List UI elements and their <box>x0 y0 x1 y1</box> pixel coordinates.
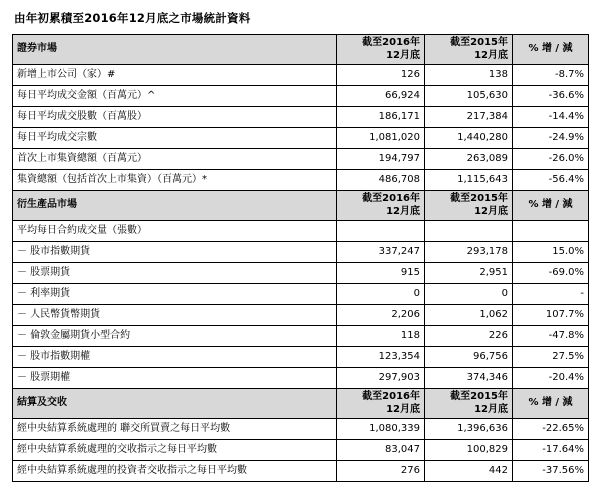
table-row <box>13 149 589 170</box>
column-header-current-period: 截至2016年 12月底 <box>337 191 425 221</box>
row-value-current: 194,797 <box>337 149 425 170</box>
row-value-change: -17.64% <box>513 440 589 461</box>
row-value-previous: 263,089 <box>425 149 513 170</box>
section-title: 結算及交收 <box>13 389 337 419</box>
row-value-change: -36.6% <box>513 86 589 107</box>
row-label: － 倫敦金屬期貨小型合約 <box>13 326 337 347</box>
table-row <box>13 419 589 440</box>
row-value-previous: 1,115,643 <box>425 170 513 191</box>
column-header-change: % 增 / 減 <box>513 389 589 419</box>
row-value-previous: 100,829 <box>425 440 513 461</box>
row-value-change: -26.0% <box>513 149 589 170</box>
row-label: 每日平均成交金額（百萬元）^ <box>13 86 337 107</box>
row-value-current: 126 <box>337 65 425 86</box>
row-value-current: 186,171 <box>337 107 425 128</box>
row-value-previous: 217,384 <box>425 107 513 128</box>
row-value-change: 107.7% <box>513 305 589 326</box>
row-value-current: 276 <box>337 461 425 482</box>
table-row <box>13 440 589 461</box>
row-value-change: -8.7% <box>513 65 589 86</box>
row-value-previous: 1,062 <box>425 305 513 326</box>
table-row <box>13 368 589 389</box>
row-value-change: -22.65% <box>513 419 589 440</box>
column-header-previous-period: 截至2015年 12月底 <box>425 191 513 221</box>
table-row <box>13 461 589 482</box>
column-header-current-period: 截至2016年 12月底 <box>337 35 425 65</box>
row-label: － 股市指數期貨 <box>13 242 337 263</box>
row-value-current: 118 <box>337 326 425 347</box>
table-row <box>13 305 589 326</box>
row-value-current: 915 <box>337 263 425 284</box>
row-label: 平均每日合約成交量（張數） <box>13 221 337 242</box>
column-header-previous-period: 截至2015年 12月底 <box>425 35 513 65</box>
row-value-previous: 442 <box>425 461 513 482</box>
section-header-clearing-and-settlement <box>13 389 589 419</box>
section-title: 證券市場 <box>13 35 337 65</box>
row-label: － 人民幣貨幣期貨 <box>13 305 337 326</box>
table-row <box>13 107 589 128</box>
row-value-change: -69.0% <box>513 263 589 284</box>
column-header-change: % 增 / 減 <box>513 191 589 221</box>
row-value-previous: 293,178 <box>425 242 513 263</box>
section-title: 衍生產品市場 <box>13 191 337 221</box>
row-label: 新增上市公司（家）# <box>13 65 337 86</box>
row-value-change: -24.9% <box>513 128 589 149</box>
table-row <box>13 170 589 191</box>
row-label: 經中央結算系統處理的交收指示之每日平均數 <box>13 440 337 461</box>
row-value-previous: 0 <box>425 284 513 305</box>
row-label: 集資總額（包括首次上市集資）（百萬元）* <box>13 170 337 191</box>
row-value-previous: 2,951 <box>425 263 513 284</box>
row-value-current: 2,206 <box>337 305 425 326</box>
table-row <box>13 263 589 284</box>
table-row <box>13 128 589 149</box>
section-header-securities-market <box>13 35 589 65</box>
row-label: － 股票期貨 <box>13 263 337 284</box>
table-row <box>13 221 589 242</box>
row-value-current: 83,047 <box>337 440 425 461</box>
row-label: 每日平均成交股數（百萬股） <box>13 107 337 128</box>
row-value-change: -20.4% <box>513 368 589 389</box>
row-label: － 利率期貨 <box>13 284 337 305</box>
row-value-previous: 96,756 <box>425 347 513 368</box>
table-row <box>13 326 589 347</box>
row-value-change: -37.56% <box>513 461 589 482</box>
row-value-current: 1,080,339 <box>337 419 425 440</box>
row-value-change: -56.4% <box>513 170 589 191</box>
row-value-change <box>513 221 589 242</box>
row-value-change: - <box>513 284 589 305</box>
row-value-change: -14.4% <box>513 107 589 128</box>
row-value-current: 486,708 <box>337 170 425 191</box>
row-value-previous: 1,440,280 <box>425 128 513 149</box>
row-value-change: -47.8% <box>513 326 589 347</box>
market-statistics-table <box>12 34 589 482</box>
row-value-previous <box>425 221 513 242</box>
row-value-previous: 226 <box>425 326 513 347</box>
row-value-previous: 105,630 <box>425 86 513 107</box>
row-label: 經中央結算系統處理的 聯交所買賣之每日平均數 <box>13 419 337 440</box>
row-label: － 股票期權 <box>13 368 337 389</box>
row-value-change: 27.5% <box>513 347 589 368</box>
row-value-previous: 138 <box>425 65 513 86</box>
row-label: 經中央結算系統處理的投資者交收指示之每日平均數 <box>13 461 337 482</box>
column-header-previous-period: 截至2015年 12月底 <box>425 389 513 419</box>
table-row <box>13 65 589 86</box>
row-value-previous: 374,346 <box>425 368 513 389</box>
row-value-current: 66,924 <box>337 86 425 107</box>
row-value-previous: 1,396,636 <box>425 419 513 440</box>
row-label: 首次上市集資總額（百萬元） <box>13 149 337 170</box>
row-label: － 股市指數期權 <box>13 347 337 368</box>
section-header-derivatives-market <box>13 191 589 221</box>
row-value-current: 297,903 <box>337 368 425 389</box>
row-value-current: 0 <box>337 284 425 305</box>
column-header-change: % 增 / 減 <box>513 35 589 65</box>
table-row <box>13 347 589 368</box>
row-value-current: 337,247 <box>337 242 425 263</box>
row-value-change: 15.0% <box>513 242 589 263</box>
column-header-current-period: 截至2016年 12月底 <box>337 389 425 419</box>
row-value-current: 1,081,020 <box>337 128 425 149</box>
row-value-current <box>337 221 425 242</box>
table-row <box>13 242 589 263</box>
page-title: 由年初累積至2016年12月底之市場統計資料 <box>14 11 251 25</box>
row-value-current: 123,354 <box>337 347 425 368</box>
table-row <box>13 86 589 107</box>
table-row <box>13 284 589 305</box>
row-label: 每日平均成交宗數 <box>13 128 337 149</box>
